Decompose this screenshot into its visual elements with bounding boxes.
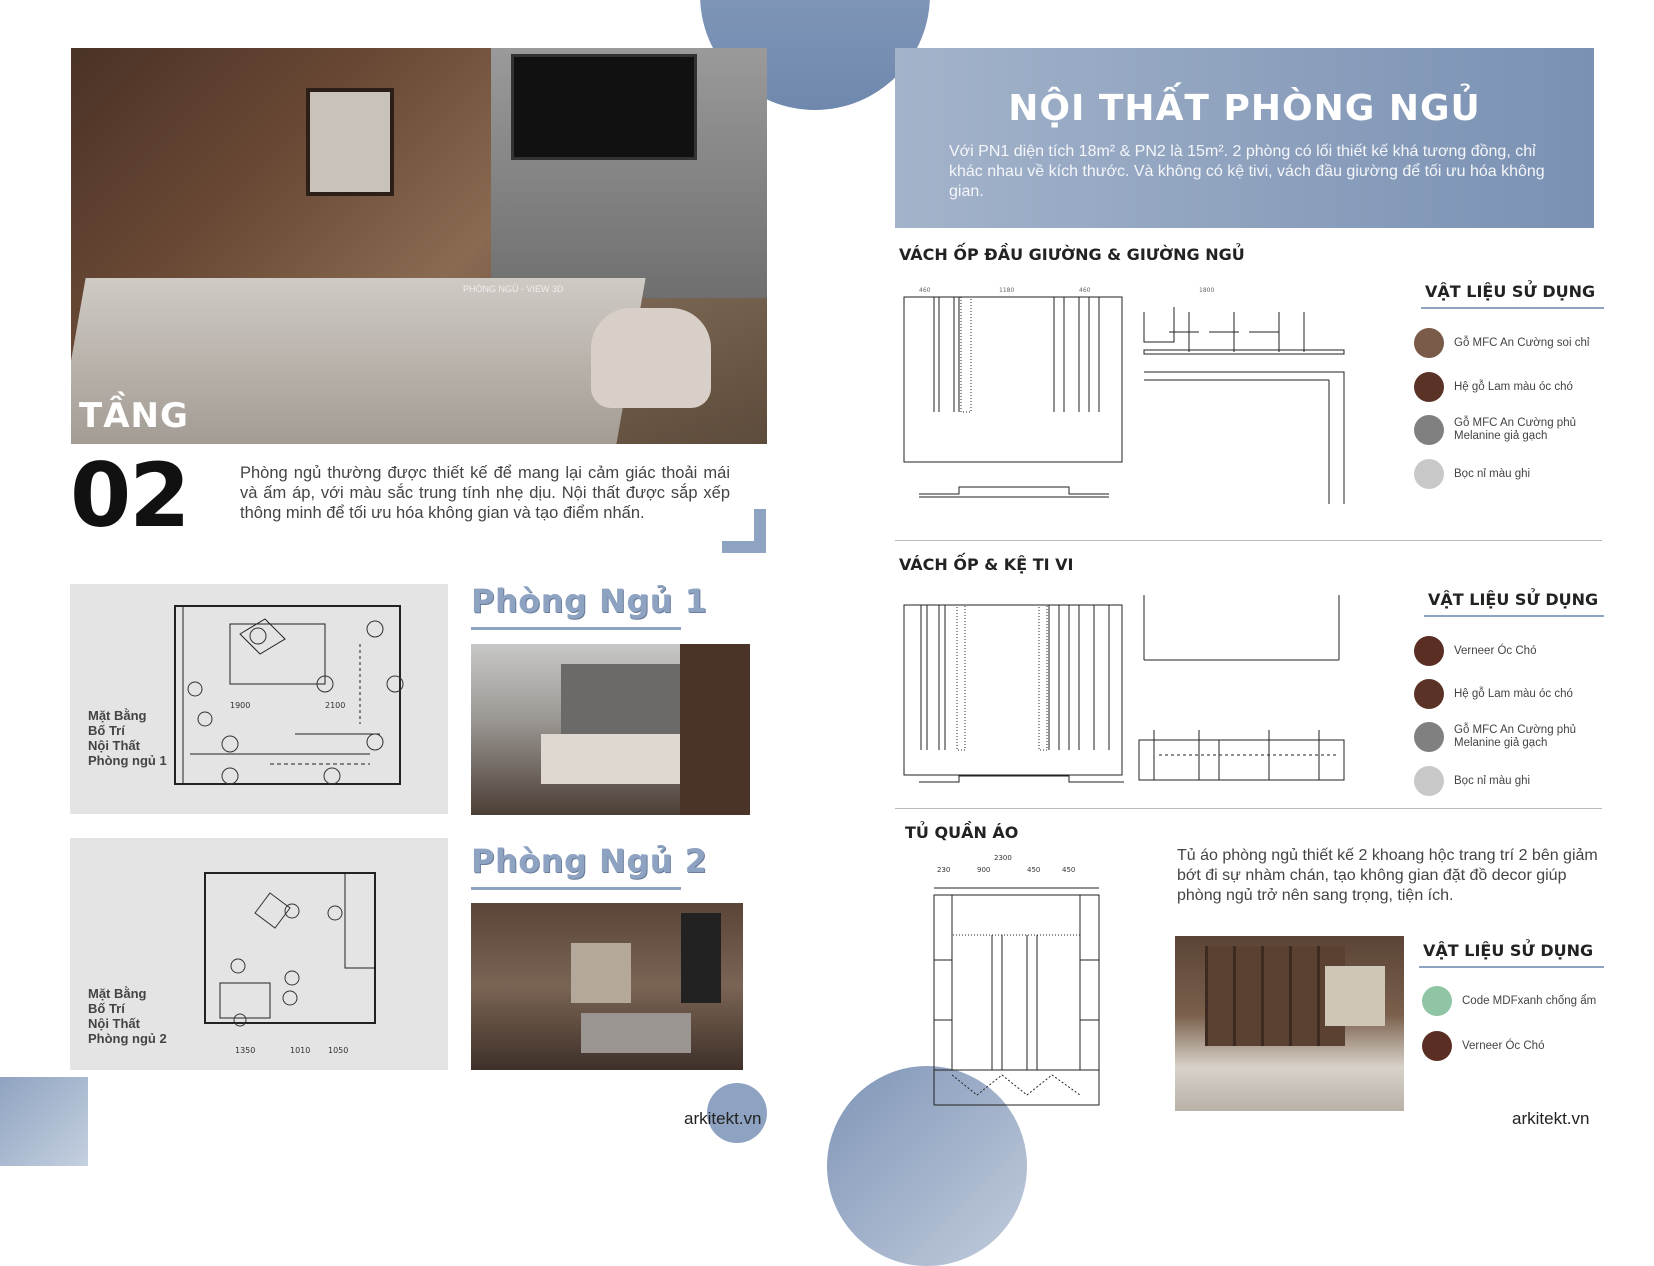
tv-image (511, 54, 697, 160)
section-divider (895, 808, 1602, 809)
material-item (1414, 679, 1604, 709)
svg-text:1900: 1900 (230, 701, 251, 710)
material-label: Bọc nỉ màu ghi (1454, 774, 1531, 787)
section-title-wardrobe: TỦ QUẦN ÁO (905, 823, 1019, 842)
section-title-tv-wall: VÁCH ỐP & KỆ TI VI (899, 555, 1074, 574)
svg-text:1800: 1800 (1199, 287, 1215, 294)
material-swatch (1414, 636, 1444, 666)
page-title: NỘI THẤT PHÒNG NGỦ (1008, 88, 1481, 129)
plan-label-line: Phòng ngủ 2 (88, 1031, 167, 1046)
floor-plan-drawing (70, 584, 448, 814)
svg-text:1050: 1050 (328, 1046, 349, 1055)
floor-number: 02 (70, 444, 189, 547)
website-link[interactable]: arkitekt.vn (684, 1109, 762, 1128)
material-swatch (1414, 415, 1444, 445)
svg-text:1350: 1350 (235, 1046, 256, 1055)
room-title-1: Phòng Ngủ 1 (471, 582, 708, 620)
banner-description: Với PN1 diện tích 18m² & PN2 là 15m². 2 phòng có lối thiết kế khá tương đồng, chỉ khác nhau về kích thước. Và không có kệ tivi, vách đầu giường để tối ưu hóa không gian. (949, 143, 1545, 200)
bedroom-2-photo (471, 903, 743, 1070)
svg-text:2300: 2300 (994, 854, 1012, 862)
room-title-2: Phòng Ngủ 2 (471, 842, 708, 880)
section-divider (895, 540, 1602, 541)
svg-text:230: 230 (937, 866, 951, 874)
svg-text:460: 460 (919, 287, 931, 294)
material-label: Gỗ MFC An Cường phủ Melanine giả gạch (1454, 724, 1576, 749)
render-caption: PHÒNG NGỦ - VIEW 3D (463, 284, 564, 294)
materials-title: VẬT LIỆU SỬ DỤNG (1428, 590, 1599, 609)
material-item (1422, 1031, 1612, 1061)
tv-wall-technical-drawing (899, 590, 1379, 800)
plan-label-line: Bố Trí (88, 1001, 125, 1016)
material-swatch (1414, 328, 1444, 358)
material-item (1414, 415, 1604, 445)
material-swatch (1422, 1031, 1452, 1061)
plan-label-line: Bố Trí (88, 723, 125, 738)
svg-text:450: 450 (1027, 866, 1041, 874)
materials-title: VẬT LIỆU SỬ DỤNG (1425, 282, 1596, 301)
materials-title-underline (1424, 615, 1604, 617)
material-swatch (1422, 986, 1452, 1016)
material-label: Gỗ MFC An Cường phủ Melanine giả gạch (1454, 417, 1576, 442)
material-label: Hệ gỗ Lam màu óc chó (1454, 380, 1573, 393)
svg-text:1180: 1180 (999, 287, 1015, 294)
material-label: Hệ gỗ Lam màu óc chó (1454, 687, 1573, 700)
material-label: Verneer Óc Chó (1454, 644, 1537, 657)
material-item (1414, 636, 1604, 666)
plan-label-line: Nội Thất (88, 738, 140, 753)
decorative-square-bottom-left (0, 1077, 88, 1166)
floor-label: TẦNG (79, 396, 189, 436)
plan-label-line: Nội Thất (88, 1016, 140, 1031)
svg-text:460: 460 (1079, 287, 1091, 294)
room-title-underline (471, 887, 681, 890)
section-title-headboard: VÁCH ỐP ĐẦU GIƯỜNG & GIƯỜNG NGỦ (899, 245, 1245, 264)
material-item (1414, 722, 1604, 752)
material-swatch (1414, 372, 1444, 402)
material-label: Gỗ MFC An Cường soi chỉ (1454, 336, 1590, 349)
svg-text:900: 900 (977, 866, 991, 874)
svg-text:1010: 1010 (290, 1046, 311, 1055)
materials-title-underline (1421, 307, 1604, 309)
svg-text:450: 450 (1062, 866, 1076, 874)
wardrobe-technical-drawing (902, 850, 1122, 1115)
material-label: Code MDFxanh chống ẩm (1462, 994, 1597, 1007)
title-banner (895, 48, 1594, 228)
material-label: Verneer Óc Chó (1462, 1039, 1545, 1052)
material-swatch (1414, 766, 1444, 796)
material-swatch (1414, 679, 1444, 709)
svg-text:2100: 2100 (325, 701, 346, 710)
materials-title: VẬT LIỆU SỬ DỤNG (1423, 941, 1594, 960)
material-swatch (1414, 722, 1444, 752)
plan-label-line: Phòng ngủ 1 (88, 753, 167, 768)
plan-label-line: Mặt Bằng (88, 708, 147, 723)
bedroom-3d-render (71, 48, 767, 444)
material-label: Bọc nỉ màu ghi (1454, 467, 1531, 480)
materials-title-underline (1419, 966, 1604, 968)
material-item (1414, 372, 1604, 402)
headboard-technical-drawing (899, 282, 1379, 514)
wardrobe-photo (1175, 936, 1404, 1111)
material-swatch (1414, 459, 1444, 489)
material-item (1422, 986, 1612, 1016)
bedroom-1-photo (471, 644, 750, 815)
material-item (1414, 459, 1604, 489)
material-item (1414, 328, 1604, 358)
wardrobe-description: Tủ áo phòng ngủ thiết kế 2 khoang hộc trang trí 2 bên giảm bớt đi sự nhàm chán, tạo không gian đặt đồ decor giúp phòng ngủ trở nên sang trọng, tiện ích. (1177, 847, 1598, 904)
room-title-underline (471, 627, 681, 630)
floor-plan-bedroom-2 (70, 838, 448, 1070)
plan-label-line: Mặt Bằng (88, 986, 147, 1001)
website-link[interactable]: arkitekt.vn (1512, 1109, 1590, 1128)
floor-plan-bedroom-1 (70, 584, 448, 814)
material-item (1414, 766, 1604, 796)
intro-paragraph: Phòng ngủ thường được thiết kế để mang lại cảm giác thoải mái và ấm áp, với màu sắc trung tính nhẹ dịu. Nội thất được sắp xếp thông minh để tối ưu hóa không gian và tạo điểm nhấn. (240, 464, 730, 522)
